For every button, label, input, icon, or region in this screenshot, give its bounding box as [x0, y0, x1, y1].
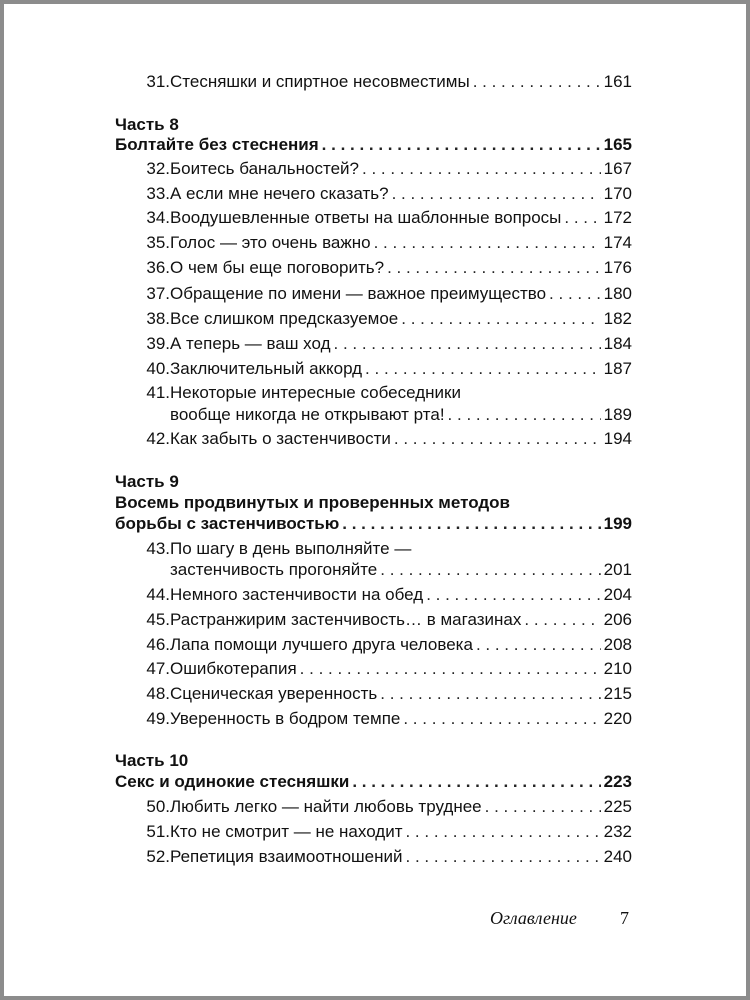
entry-title: Боитесь банальностей? [170, 159, 360, 178]
toc-entry [140, 845, 632, 869]
entry-number: 45. [146, 610, 170, 629]
dot-leader [405, 820, 600, 844]
section-heading [115, 770, 632, 794]
toc-entry [140, 608, 632, 632]
dot-leader [300, 657, 601, 681]
dot-leader [334, 332, 601, 356]
entry-page: 206 [603, 610, 632, 629]
section-page: 165 [603, 135, 632, 154]
toc-entry [140, 682, 632, 706]
toc-entry [140, 820, 632, 844]
entry-title: Стесняшки и спиртное несовместимы [170, 72, 470, 91]
entry-page: 172 [603, 208, 632, 227]
entry-title-continued: вообще никогда не открывают рта! [170, 405, 445, 424]
toc-entry [140, 282, 632, 306]
entry-title: Немного застенчивости на обед [170, 585, 424, 604]
entry-page: 187 [603, 359, 632, 378]
entry-page: 208 [603, 635, 632, 654]
entry-title: Любить легко — найти любовь труднее [170, 797, 482, 816]
entry-number: 35. [146, 233, 170, 252]
toc-entry [140, 256, 632, 280]
part-label: Часть 10 [115, 751, 189, 770]
toc-entry [140, 332, 632, 356]
entry-number: 41. [146, 383, 170, 402]
entry-page: 184 [603, 334, 632, 353]
entry-number: 43. [146, 539, 170, 558]
entry-page: 170 [603, 184, 632, 203]
entry-number: 38. [146, 309, 170, 328]
dot-leader [362, 157, 601, 181]
entry-title: Обращение по имени — важное преимущество [170, 284, 547, 303]
entry-page: 182 [603, 309, 632, 328]
toc-entry [140, 657, 632, 681]
entry-number: 34. [146, 208, 170, 227]
entry-title: Лапа помощи лучшего друга человека [170, 635, 473, 654]
entry-title-continued: застенчивость прогоняйте [170, 560, 378, 579]
entry-number: 46. [146, 635, 170, 654]
entry-page: 161 [603, 72, 632, 91]
toc-entry [140, 583, 632, 607]
toc-entry [140, 357, 632, 381]
dot-leader [352, 770, 600, 794]
dot-leader [374, 231, 601, 255]
part-label: Часть 8 [115, 115, 179, 134]
section-page: 199 [603, 514, 632, 533]
entry-number: 42. [146, 429, 170, 448]
entry-page: 194 [603, 429, 632, 448]
entry-title: Воодушевленные ответы на шаблонные вопросы [170, 208, 562, 227]
dot-leader [426, 583, 600, 607]
dot-leader [448, 403, 601, 427]
entry-page: 189 [603, 405, 632, 424]
entry-number: 52. [146, 847, 170, 866]
entry-title: Уверенность в бодром темпе [170, 709, 401, 728]
section-page: 223 [603, 772, 632, 791]
dot-leader [476, 633, 601, 657]
entry-number: 33. [146, 184, 170, 203]
section-title: Секс и одинокие стесняшки [115, 772, 350, 791]
dot-leader [394, 427, 601, 451]
entry-number: 36. [146, 258, 170, 277]
section-title: Восемь продвинутых и проверенных методов [115, 493, 510, 512]
entry-number: 48. [146, 684, 170, 703]
dot-leader [406, 845, 601, 869]
entry-title: Сценическая уверенность [170, 684, 378, 703]
entry-title: Растранжирим застенчивость… в магазинах [170, 610, 522, 629]
entry-title: Репетиция взаимоотношений [170, 847, 403, 866]
entry-number: 49. [146, 709, 170, 728]
dot-leader [322, 133, 601, 157]
section-heading [115, 133, 632, 157]
part-label: Часть 9 [115, 472, 179, 491]
entry-title: Заключительный аккорд [170, 359, 363, 378]
entry-page: 240 [603, 847, 632, 866]
entry-title: Кто не смотрит — не находит [170, 822, 403, 841]
section-title-continued: борьбы с застенчивостью [115, 514, 340, 533]
entry-page: 215 [603, 684, 632, 703]
dot-leader [380, 558, 600, 582]
entry-title: Ошибкотерапия [170, 659, 297, 678]
entry-title: Голос — это очень важно [170, 233, 371, 252]
entry-number: 51. [146, 822, 170, 841]
dot-leader [380, 682, 600, 706]
entry-page: 201 [603, 560, 632, 579]
entry-title: Все слишком предсказуемое [170, 309, 399, 328]
dot-leader [342, 512, 600, 536]
entry-page: 225 [603, 797, 632, 816]
entry-page: 167 [603, 159, 632, 178]
section-heading [115, 512, 632, 536]
dot-leader [392, 182, 601, 206]
dot-leader [365, 357, 601, 381]
entry-page: 174 [603, 233, 632, 252]
entry-page: 210 [603, 659, 632, 678]
entry-page: 180 [603, 284, 632, 303]
dot-leader [524, 608, 600, 632]
entry-number: 39. [146, 334, 170, 353]
entry-title: Как забыть о застенчивости [170, 429, 391, 448]
toc-entry [140, 307, 632, 331]
dot-leader [473, 70, 601, 94]
toc-entry [140, 707, 632, 731]
entry-title: По шагу в день выполняйте — [170, 539, 412, 558]
dot-leader [387, 256, 601, 280]
page-number: 7 [620, 908, 629, 928]
dot-leader [485, 795, 601, 819]
entry-number: 31. [146, 72, 170, 91]
entry-title: А теперь — ваш ход [170, 334, 331, 353]
section-title: Болтайте без стеснения [115, 135, 319, 154]
toc-entry-first-line [140, 381, 632, 405]
running-footer-label: Оглавление [490, 908, 577, 928]
toc-entry-second-line [140, 558, 632, 582]
dot-leader [549, 282, 601, 306]
entry-title: Некоторые интересные собеседники [170, 383, 461, 402]
toc-entry [140, 206, 632, 230]
toc-entry [140, 427, 632, 451]
entry-page: 176 [603, 258, 632, 277]
toc-entry [140, 70, 632, 94]
dot-leader [401, 307, 600, 331]
toc-entry [140, 633, 632, 657]
entry-page: 220 [603, 709, 632, 728]
entry-number: 47. [146, 659, 170, 678]
dot-leader [564, 206, 600, 230]
dot-leader [403, 707, 600, 731]
entry-page: 232 [603, 822, 632, 841]
entry-number: 40. [146, 359, 170, 378]
entry-title: О чем бы еще поговорить? [170, 258, 385, 277]
toc-entry [140, 182, 632, 206]
entry-number: 50. [146, 797, 170, 816]
entry-title: А если мне нечего сказать? [170, 184, 389, 203]
entry-number: 32. [146, 159, 170, 178]
toc-entry-second-line [140, 403, 632, 427]
toc-entry [140, 231, 632, 255]
entry-number: 37. [146, 284, 170, 303]
entry-page: 204 [603, 585, 632, 604]
entry-number: 44. [146, 585, 170, 604]
toc-entry [140, 157, 632, 181]
toc-entry [140, 795, 632, 819]
